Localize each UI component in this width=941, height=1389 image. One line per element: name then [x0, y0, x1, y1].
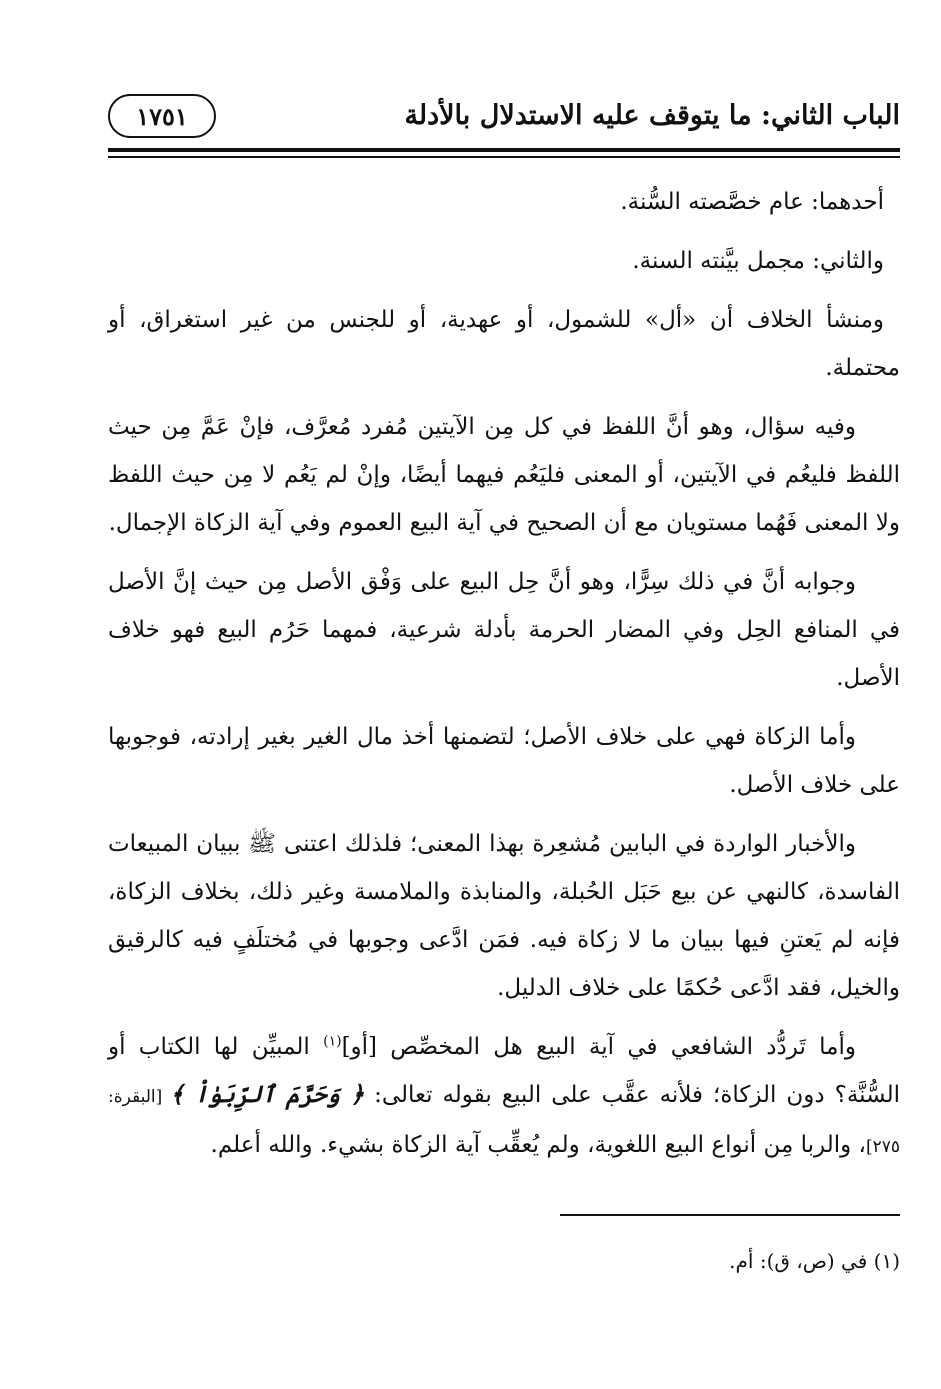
quran-verse: ﴿ وَحَرَّمَ ٱلرِّبَوٰاْ ﴾: [170, 1081, 365, 1108]
paragraph-3: ومنشأ الخلاف أن «أل» للشمول، أو عهدية، أو للجنس من غير استغراق، أو محتملة.: [108, 307, 900, 381]
paragraph-8-part-c: ، والربا مِن أنواع البيع اللغوية، ولم يُعقِّب آية الزكاة بشيء. والله أعلم.: [210, 1132, 866, 1158]
paragraph-4: وفيه سؤال، وهو أنَّ اللفظ في كل مِن الآيتين مُفرد مُعرَّف، فإنْ عَمَّ مِن حيث اللفظ فليعُم في الآيتين، أو المعنى فليَعُم فيهما أيضًا، وإنْ لم يَعُم لا مِن حيث اللفظ ولا المعنى فَهُما مستويان مع أن الصحيح في آية البيع العموم وفي آية الزكاة الإجمال.: [108, 414, 900, 536]
page-number-frame: [108, 94, 216, 138]
page-number: ١٧٥١: [136, 101, 188, 131]
paragraph-6: وأما الزكاة فهي على خلاف الأصل؛ لتضمنها أخذ مال الغير بغير إرادته، فوجوبها على خلاف الأصل.: [108, 724, 900, 798]
header-rule-thin: [108, 156, 900, 158]
footnote-separator: [560, 1214, 900, 1216]
page-header: [108, 92, 900, 144]
paragraph-8-part-b: المبيِّن لها الكتاب أو السُّنَّة؟ دون الزكاة؛ فلأنه عقَّب على البيع بقوله تعالى:: [108, 1034, 901, 1108]
paragraph-7: والأخبار الواردة في البابين مُشعِرة بهذا المعنى؛ فلذلك اعتنى ﷺ ببيان المبيعات الفاسدة، كالنهي عن بيع حَبَل الحُبلة، والمنابذة والملامسة وغير ذلك، بخلاف الزكاة، فإنه لم يَعتنِ فيها ببيان ما لا زكاة فيه. فمَن ادَّعى وجوبها في مُختلَفٍ فيه كالرقيق والخيل، فقد ادَّعى حُكمًا على خلاف الدليل.: [108, 831, 900, 1001]
chapter-title: الباب الثاني: ما يتوقف عليه الاستدلال بالأدلة: [404, 100, 900, 131]
quran-citation: [البقرة: ٢٧٥]: [108, 1087, 900, 1157]
footnote-reference[interactable]: (١): [323, 1033, 342, 1050]
main-text: [108, 178, 900, 1182]
paragraph-8-part-a: وأما تَردُّد الشافعي في آية البيع هل المخصِّص [أو]: [341, 1034, 856, 1060]
footnote: (١) في (ص، ق): أم.: [729, 1249, 900, 1273]
paragraph-8: [108, 1023, 900, 1171]
paragraph-1: أحدهما: عام خصَّصته السُّنة.: [620, 189, 884, 215]
paragraph-2: والثاني: مجمل بيَّنته السنة.: [632, 248, 884, 274]
header-rule-thick: [108, 148, 900, 152]
paragraph-5: وجوابه أنَّ في ذلك سِرًّا، وهو أنَّ حِل البيع على وَفْق الأصل مِن حيث إنَّ الأصل في المنافع الحِل وفي المضار الحرمة بأدلة شرعية، فمهما حَرُم البيع فهو خلاف الأصل.: [108, 569, 900, 691]
